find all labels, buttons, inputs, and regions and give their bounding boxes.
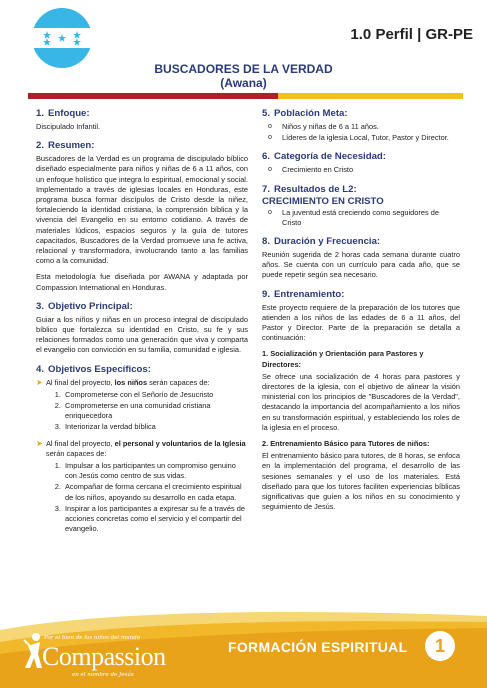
section-objetivos-especificos: 4. Objetivos Específicos: ➤ Al final del proyecto, los niños serán capaces de: 1. Comprometerse con el Señorío de Jesucristo 2. Comprometerse en una comunidad cristiana enriquecedora 3. Interiorizar la verdad bíblica ➤ Al final del proyecto, el personal y voluntarios de la Iglesia serán capaces de: 1. Impulsar a los participantes un compromiso genuino con Jesús como centro de sus vidas. 2. Acompañar de forma cercana el crecimiento espiritual de los niños, apoyando su desarrollo en cada etapa. 3. Inspirar a los participantes a expresar su fe a través de acciones concretas como el servicio y el compartir del evangelio. <box>36 364 248 535</box>
list-item: 3. Inspirar a los participantes a expresar su fe a través de acciones concretas como el servicio y el compartir del evangelio. <box>63 504 248 535</box>
header-bar-red <box>28 93 278 99</box>
list-item: o La juventud está creciendo como seguidores de Cristo <box>262 208 460 228</box>
compassion-logo <box>14 628 174 684</box>
bullet-list <box>262 208 460 228</box>
arrow-bullet-icon: ➤ <box>36 438 43 448</box>
result-subtitle: CRECIMIENTO EN CRISTO <box>262 195 384 207</box>
list-item: 1. Impulsar a los participantes un compromiso genuino con Jesús como centro de sus vidas. <box>63 461 248 481</box>
list-item: 1. Comprometerse con el Señorío de Jesucristo <box>63 390 248 400</box>
section-resultados: 7. Resultados de L2: CRECIMIENTO EN CRISTO o La juventud está creciendo como seguidores de Cristo <box>262 184 460 228</box>
section-text: Discipulado Infantil. <box>36 122 101 131</box>
numbered-list <box>36 461 248 534</box>
right-column <box>262 108 460 520</box>
arrow-bullet-icon: ➤ <box>36 377 43 387</box>
footer-section-label: FORMACIÓN ESPIRITUAL <box>228 639 408 655</box>
section-text: Se ofrece una socialización de 4 horas para pastores y directores de la iglesia, con el objetivo de alinear la visión ministerial con los principios de "Buscadores de la Verdad", destacando la importancia del acompañamiento a los niños en su transformación espiritual, y estableciendo los roles de la iglesia en el proceso. <box>262 371 460 432</box>
section-text: Reunión sugerida de 2 horas cada semana durante cuatro años. Se cuenta con un currículo para cada año, que se puede repetir según sea necesario. <box>262 250 460 280</box>
logo-wordmark: Compassion <box>42 642 166 671</box>
section-text: Guiar a los niños y niñas en un proceso integral de discipulado bíblico que fortalezca su identidad en Cristo, su fe y sus relaciones formados como una generación que viva y comparta el evangelio con convicción en su familia, comunidad e iglesia. <box>36 314 248 355</box>
section-entrenamiento: 9. Entrenamiento: Este proyecto requiere de la preparación de los tutores que atienden a los niños de las edades de 6 a 11 años, del Pastor y Director. Parte de la preparación se detalla a continuación: 1. Socialización y Orientación para Pastores y Directores: Se ofrece una socialización de 4 horas para pastores y directores de la iglesia, con el objetivo de alinear la visión ministerial con los principios de "Buscadores de la Verdad", destacando la importancia del acompañamiento a los niños en su transformación espiritual, y estableciendo los roles de la iglesia en el proceso. 2. Entrenamiento Básico para Tutores de niños: El entrenamiento básico para tutores, de 8 horas, se enfoca en la implementación del programa, el desarrollo de las sesiones semanales y el uso de los materiales. Está diseñado para que los tutores faciliten experiencias bíblicas significativas que guíen a los niños en su conocimiento y seguimiento de Jesús. <box>262 288 460 512</box>
left-column <box>36 108 248 543</box>
list-item: o Líderes de la iglesia Local, Tutor, Pastor y Director. <box>262 133 460 143</box>
section-heading: Resultados de L2: <box>274 183 357 195</box>
numbered-list <box>36 390 248 433</box>
section-heading: Población Meta: <box>274 108 348 119</box>
section-heading: Entrenamiento: <box>274 288 345 300</box>
list-item: o Niños y niñas de 6 a 11 años. <box>262 122 460 132</box>
list-item: 2. Comprometerse en una comunidad cristiana enriquecedora <box>63 401 248 421</box>
list-item: o Crecimiento en Cristo <box>262 165 460 175</box>
section-heading: Objetivo Principal: <box>48 300 133 312</box>
section-heading: Enfoque: <box>48 108 90 119</box>
section-heading: Duración y Frecuencia: <box>274 236 381 248</box>
section-heading: Resumen: <box>48 140 95 152</box>
header-bar-yellow <box>278 93 463 99</box>
subsection-heading: 2. Entrenamiento Básico para Tutores de niños: <box>262 439 430 449</box>
logo-tagline-secondary: en el nombre de Jesús <box>72 672 134 678</box>
list-item: ➤ Al final del proyecto, los niños serán capaces de: <box>36 377 210 387</box>
section-heading: Categoría de Necesidad: <box>274 151 386 163</box>
bullet-list <box>262 165 460 175</box>
honduras-flag-icon <box>32 8 92 68</box>
section-heading: Objetivos Específicos: <box>48 363 151 375</box>
logo-tagline: Por el bien de los niños del mundo <box>44 635 141 641</box>
list-item: ➤ Al final del proyecto, el personal y voluntarios de la Iglesia serán capaces de: <box>36 438 246 458</box>
section-poblacion-meta: 5. Población Meta: o Niños y niñas de 6 a 11 años. o Líderes de la iglesia Local, Tutor, Pastor y Director. <box>262 108 460 143</box>
section-text: El entrenamiento básico para tutores, de 8 horas, se enfoca en la implementación del programa, el desarrollo de las sesiones semanales y el uso de los materiales. Está diseñado para que los tutores faciliten experiencias bíblicas significativas que guíen a los niños en su conocimiento y seguimiento de Jesús. <box>262 451 460 512</box>
section-categoria: 6. Categoría de Necesidad: o Crecimiento en Cristo <box>262 151 460 175</box>
list-item: 2. Acompañar de forma cercana el crecimiento espiritual de los niños, apoyando su desarrollo en cada etapa. <box>63 482 248 502</box>
section-resumen: 2. Resumen: Buscadores de la Verdad es un programa de discipulado bíblico diseñado especialmente para niños y niñas de 6 a 11 años, con un enfoque holístico que integra lo espiritual, emocional y social. Implementado a través de iglesias locales en Honduras, este programa busca formar discípulos de Cristo desde la niñez, fortaleciendo la identidad cristiana, la comprensión bíblica y la vivencia del Evangelio en su entorno cotidiano. A través de materiales lúdicos, espacios seguros y la guía de tutores capacitados, Buscadores de la Verdad promueve una fe activa, relacional y transformadora, involucrando tanto a las familias como a la comunidad. Esta metodología fue diseñada por AWANA y adaptada por Compassion International en Honduras. <box>36 140 248 292</box>
section-enfoque: 1. Enfoque: Discipulado Infantil. <box>36 108 248 132</box>
section-text: Buscadores de la Verdad es un programa de discipulado bíblico diseñado especialmente para niños y niñas de 6 a 11 años, con un enfoque holístico que integra lo espiritual, emocional y social. Implementado a través de iglesias locales en Honduras, este programa busca formar discípulos de Cristo desde la niñez, fortaleciendo la identidad cristiana, la comprensión bíblica y la vivencia del Evangelio en su entorno cotidiano. A través de materiales lúdicos, espacios seguros y la guía de tutores capacitados, Buscadores de la Verdad promueve una fe activa, relacional y transformadora, involucrando tanto a las familias como a la comunidad. <box>36 154 248 266</box>
page-number: 1 <box>425 631 455 661</box>
document-title: BUSCADORES DE LA VERDAD <box>154 62 333 76</box>
profile-code: 1.0 Perfil | GR-PE <box>350 26 473 43</box>
section-text: Este proyecto requiere de la preparación de los tutores que atienden a los niños de las edades de 6 a 11 años, del Pastor y Director. Parte de la preparación se detalla a continuación: <box>262 302 460 343</box>
section-duracion: 8. Duración y Frecuencia: Reunión sugerida de 2 horas cada semana durante cuatro años. Se cuenta con un currículo para cada año, que se puede repetir según sea necesario. <box>262 236 460 280</box>
list-item: 3. Interiorizar la verdad bíblica <box>63 422 248 432</box>
section-objetivo-principal: 3. Objetivo Principal: Guiar a los niños y niñas en un proceso integral de discipulado bíblico que fortalezca su identidad en Cristo, su fe y sus relaciones formados como una generación que viva y comparta el evangelio con convicción en su familia, comunidad e iglesia. <box>36 300 248 355</box>
bullet-list <box>262 122 460 143</box>
document-subtitle: (Awana) <box>220 76 267 90</box>
section-text: Esta metodología fue diseñada por AWANA y adaptada por Compassion International en Honduras. <box>36 272 248 292</box>
subsection-heading: 1. Socialización y Orientación para Pastores y Directores: <box>262 349 424 369</box>
